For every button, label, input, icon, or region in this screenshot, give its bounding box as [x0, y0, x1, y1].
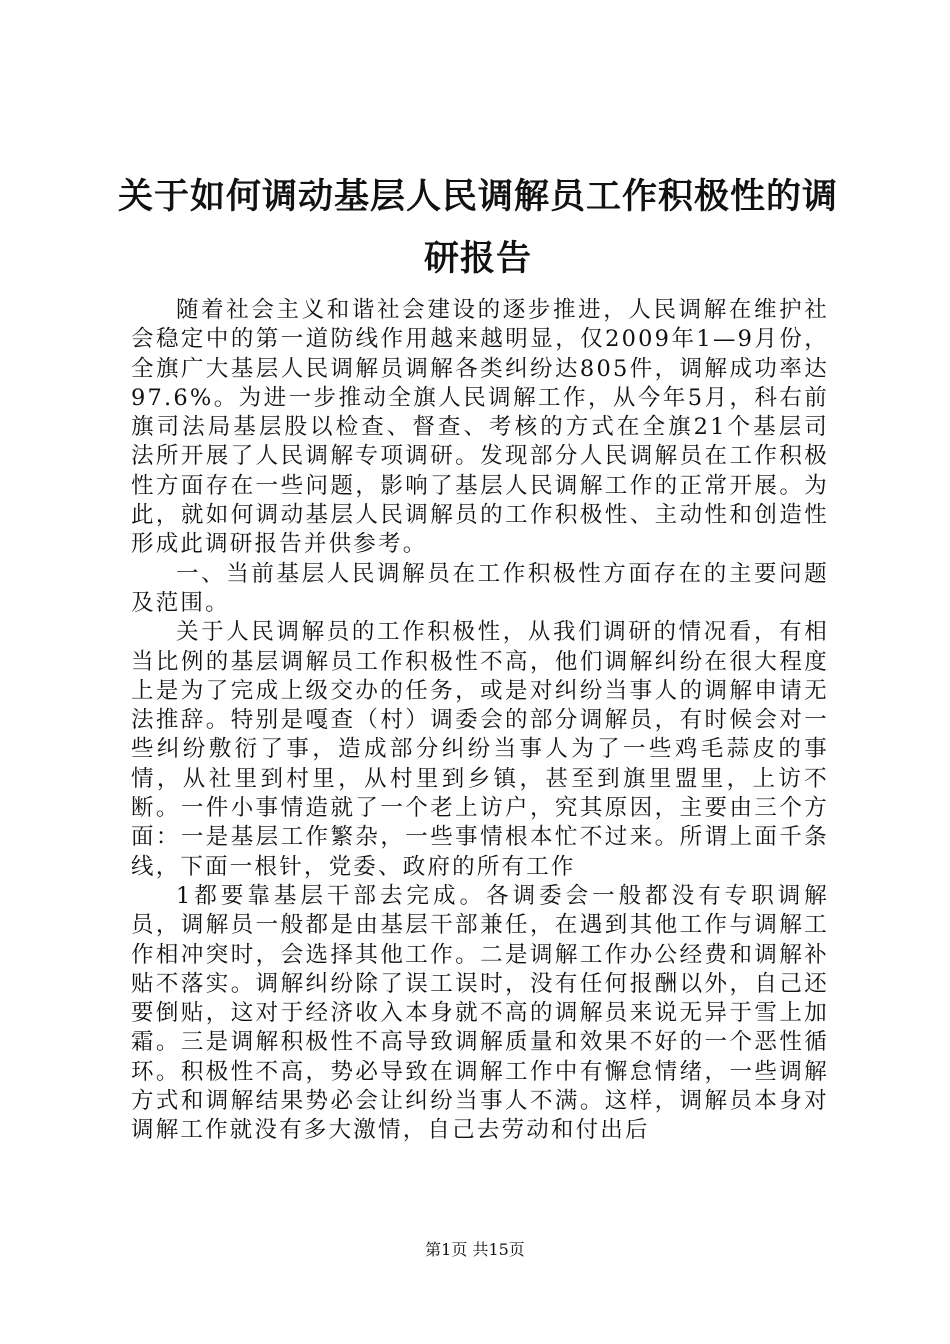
paragraph-intro: 随着社会主义和谐社会建设的逐步推进，人民调解在维护社会稳定中的第一道防线作用越来越明显，仅2009年1—9月份，全旗广大基层人民调解员调解各类纠纷达805件，调解成功率达97.6%。为进一步推动全旗人民调解工作，从今年5月，科右前旗司法局基层股以检查、督查、考核的方式在全旗21个基层司法所开展了人民调解专项调研。发现部分人民调解员在工作积极性方面存在一些问题，影响了基层人民调解工作的正常开展。为此，就如何调动基层人民调解员的工作积极性、主动性和创造性形成此调研报告并供参考。 — [131, 297, 829, 558]
title-line-2: 研报告 — [423, 238, 532, 279]
document-body — [131, 296, 829, 1146]
title-line-1: 关于如何调动基层人民调解员工作积极性的调 — [118, 176, 839, 217]
paragraph-section-heading: 一、当前基层人民调解员在工作积极性方面存在的主要问题及范围。 — [131, 560, 829, 616]
page-number-footer: 第1页 共15页 — [425, 1240, 525, 1259]
document-title — [118, 166, 838, 290]
paragraph-analysis: 关于人民调解员的工作积极性，从我们调研的情况看，有相当比例的基层调解员工作积极性不高，他们调解纠纷在很大程度上是为了完成上级交办的任务，或是对纠纷当事人的调解申请无法推辞。特别是嘎查（村）调委会的部分调解员，有时候会对一些纠纷敷衍了事，造成部分纠纷当事人为了一些鸡毛蒜皮的事情，从社里到村里，从村里到乡镇，甚至到旗里盟里，上访不断。一件小事情造就了一个老上访户，究其原因，主要由三个方面：一是基层工作繁杂，一些事情根本忙不过来。所谓上面千条线，下面一根针，党委、政府的所有工作 — [131, 619, 829, 880]
paragraph-causes: 1都要靠基层干部去完成。各调委会一般都没有专职调解员，调解员一般都是由基层干部兼任，在遇到其他工作与调解工作相冲突时，会选择其他工作。二是调解工作办公经费和调解补贴不落实。调解纠纷除了误工误时，没有任何报酬以外，自己还要倒贴，这对于经济收入本身就不高的调解员来说无异于雪上加霜。三是调解积极性不高导致调解质量和效果不好的一个恶性循环。积极性不高，势必导致在调解工作中有懈怠情绪，一些调解方式和调解结果势必会让纠纷当事人不满。这样，调解员本身对调解工作就没有多大激情，自己去劳动和付出后 — [131, 882, 829, 1144]
